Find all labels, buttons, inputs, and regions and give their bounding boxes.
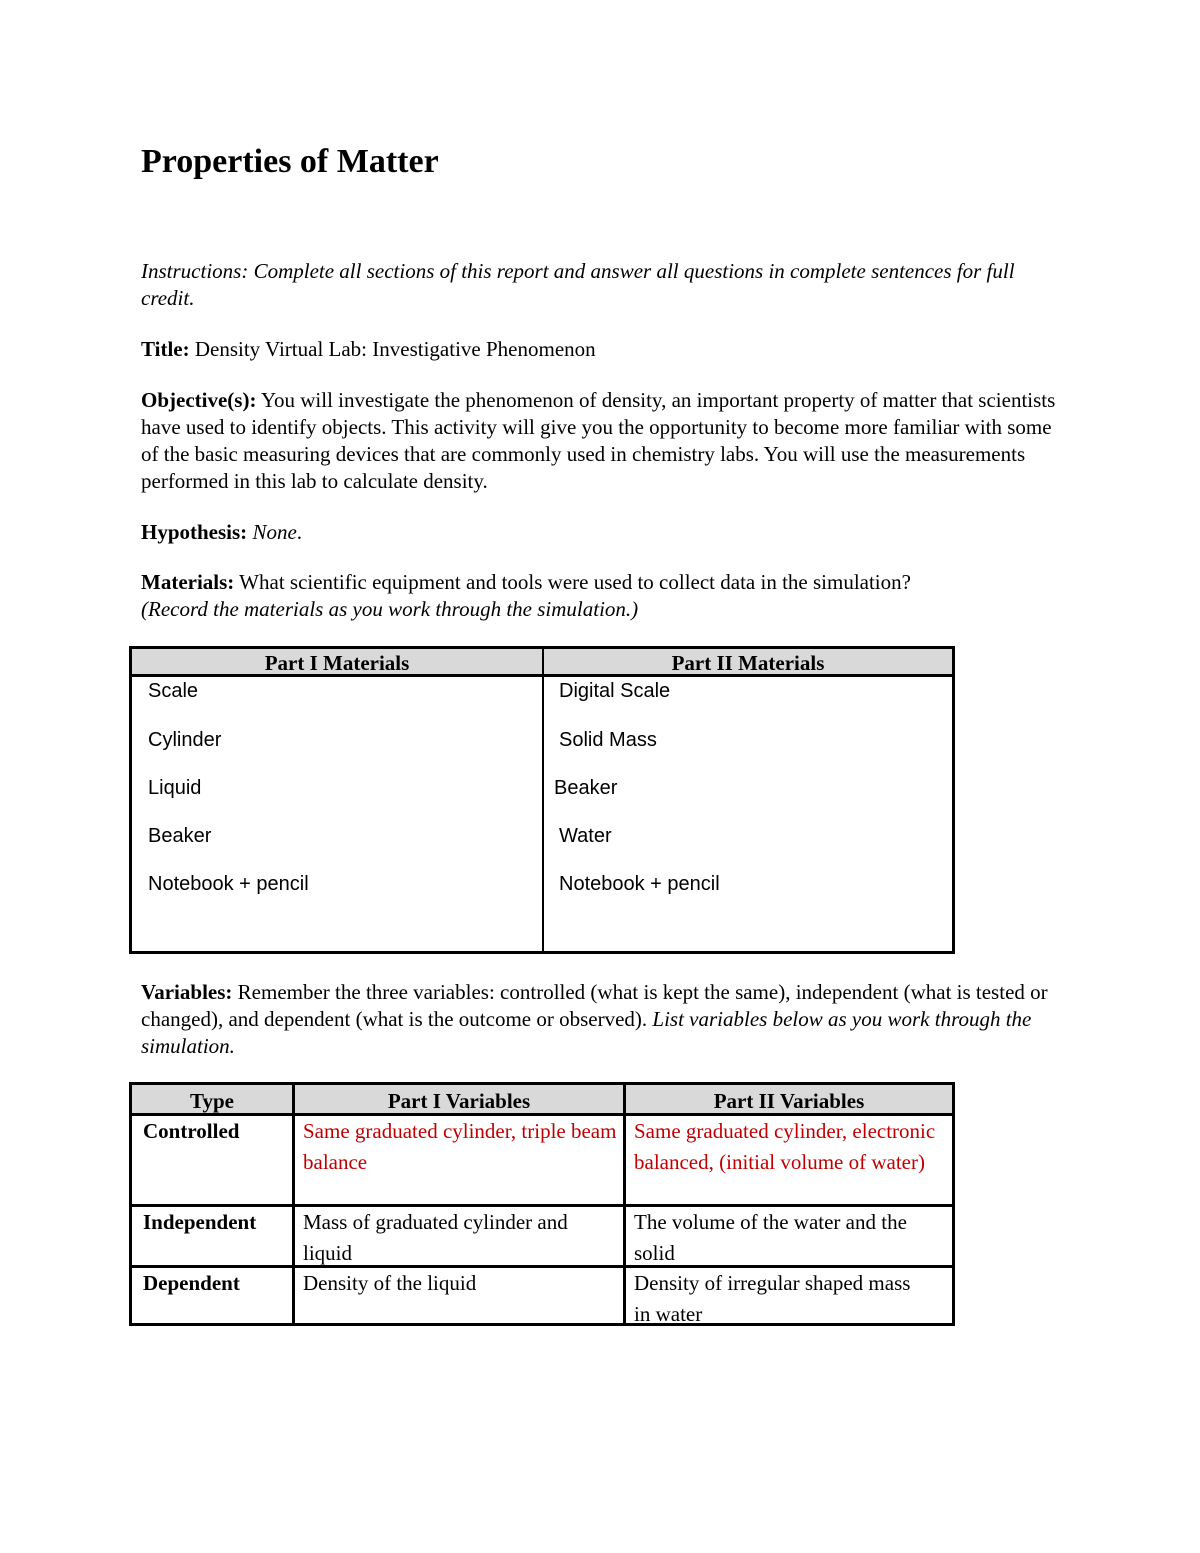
lab-title-label: Title: bbox=[141, 337, 190, 361]
part2-material: Water bbox=[559, 825, 612, 847]
part1-material: Beaker bbox=[148, 825, 212, 847]
part1-material: Notebook + pencil bbox=[148, 873, 309, 895]
variable-type-independent: Independent bbox=[143, 1210, 257, 1234]
variables-note: List variables below as you work through the simulation. bbox=[141, 1007, 1032, 1058]
controlled-part2: Same graduated cylinder, electronic balanced, (initial volume of water) bbox=[634, 1119, 936, 1174]
variables-header-part2: Part II Variables bbox=[713, 1089, 865, 1113]
materials-note: (Record the materials as you work through the simulation.) bbox=[141, 597, 639, 621]
part2-material: Beaker bbox=[554, 777, 618, 799]
variable-type-controlled: Controlled bbox=[143, 1119, 240, 1143]
objective-paragraph bbox=[141, 387, 1071, 495]
part2-material: Notebook + pencil bbox=[559, 873, 720, 895]
controlled-part1: Same graduated cylinder, triple beam balance bbox=[303, 1119, 617, 1174]
materials-paragraph bbox=[141, 569, 1071, 623]
variables-table bbox=[129, 1082, 955, 1326]
part1-material: Liquid bbox=[148, 777, 202, 799]
dependent-part1: Density of the liquid bbox=[303, 1271, 477, 1295]
hypothesis-value: None bbox=[252, 520, 297, 544]
independent-part1: Mass of graduated cylinder and liquid bbox=[303, 1210, 568, 1265]
dependent-part2: Density of irregular shaped mass in water bbox=[634, 1271, 911, 1326]
variables-header-part1: Part I Variables bbox=[387, 1089, 531, 1113]
materials-table-divider bbox=[542, 649, 544, 951]
variables-paragraph bbox=[141, 979, 1071, 1060]
hypothesis-line bbox=[141, 519, 1071, 546]
materials-label: Materials: bbox=[141, 570, 235, 594]
part2-material: Digital Scale bbox=[559, 680, 671, 702]
materials-header-part2: Part II Materials bbox=[671, 651, 825, 675]
part1-material: Scale bbox=[148, 680, 199, 702]
variable-type-dependent: Dependent bbox=[143, 1271, 240, 1295]
hypothesis-suffix: . bbox=[296, 520, 303, 544]
part1-material: Cylinder bbox=[148, 729, 222, 751]
materials-header-part1: Part I Materials bbox=[264, 651, 410, 675]
lab-title-value: Density Virtual Lab: Investigative Phenomenon bbox=[194, 337, 596, 361]
hypothesis-label: Hypothesis: bbox=[141, 520, 248, 544]
variables-text: Remember the three variables: controlled (what is kept the same), independent (what is tested or changed), and dependent (what is the outcome or observed). bbox=[141, 980, 1048, 1031]
lab-title-line bbox=[141, 336, 1071, 363]
objective-label: Objective(s): bbox=[141, 388, 257, 412]
variables-header-type: Type bbox=[190, 1089, 234, 1113]
variables-label: Variables: bbox=[141, 980, 233, 1004]
materials-table bbox=[129, 646, 955, 954]
page-title: Properties of Matter bbox=[141, 143, 439, 180]
objective-text: You will investigate the phenomenon of density, an important property of matter that scientists have used to identify objects. This activity will give you the opportunity to become more familiar with some of the basic measuring devices that are commonly used in chemistry labs. You will use the measurements performed in this lab to calculate density. bbox=[141, 388, 1056, 493]
materials-question: What scientific equipment and tools were used to collect data in the simulation? bbox=[239, 570, 911, 594]
independent-part2: The volume of the water and the solid bbox=[634, 1210, 907, 1265]
instructions: Instructions: Complete all sections of this report and answer all questions in complete sentences for full credit. bbox=[141, 259, 1015, 310]
part2-material: Solid Mass bbox=[559, 729, 657, 751]
